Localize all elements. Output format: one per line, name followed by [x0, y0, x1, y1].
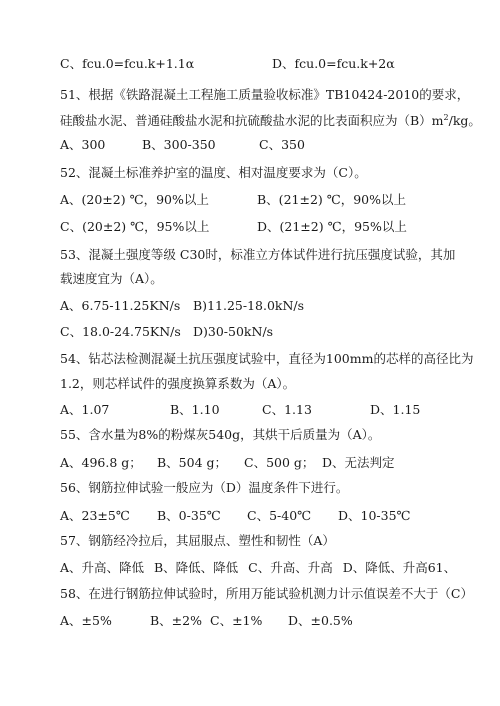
q56-option-d: D、10-35℃	[338, 508, 411, 523]
q53-option-d: D)30-50kN/s	[193, 324, 274, 339]
q54-option-b: B、1.10	[170, 402, 220, 417]
q58-option-b: B、±2%	[150, 613, 202, 628]
q51-option-c: C、350	[259, 137, 305, 152]
q57-options: A、升高、降低 B、降低、降低 C、升高、升高 D、降低、升高61、	[60, 560, 457, 575]
q54-line1: 54、钻芯法检测混凝土抗压强度试验中，直径为100mm的芯样的高径比为	[60, 351, 474, 366]
q55-option-d: D、无法判定	[322, 455, 395, 470]
q53-option-c: C、18.0-24.75KN/s	[60, 324, 181, 339]
q55-option-b: B、504 g；	[157, 455, 228, 470]
q53-option-b: B)11.25-18.0kN/s	[193, 298, 305, 313]
q51-option-a: A、300	[60, 137, 106, 152]
q53-option-a: A、6.75-11.25KN/s	[60, 298, 181, 313]
q50-option-d: D、fcu.0=fcu.k+2α	[272, 56, 395, 71]
q52-option-a: A、(20±2) ℃，90%以上	[60, 192, 209, 207]
q54-option-a: A、1.07	[60, 402, 110, 417]
q52-question: 52、混凝土标准养护室的温度、相对温度要求为（C）。	[60, 165, 367, 180]
q55-option-a: A、496.8 g；	[60, 455, 142, 470]
q58-option-a: A、±5%	[60, 613, 112, 628]
q51-line2-text: 硅酸盐水泥、普通硅酸盐水泥和抗硫酸盐水泥的比表面积应为（B）m	[60, 113, 444, 129]
q51-superscript: 2	[443, 113, 449, 122]
q55-question: 55、含水量为8%的粉煤灰540g，其烘干后质量为（A）。	[60, 427, 381, 442]
q53-line1: 53、混凝土强度等级 C30时，标准立方体试件进行抗压强度试验，其加	[60, 247, 456, 262]
q58-option-c: C、±1%	[210, 613, 263, 628]
q57-question: 57、钢筋经冷拉后，其屈服点、塑性和韧性（A）	[60, 533, 335, 548]
q54-option-d: D、1.15	[370, 402, 421, 417]
q58-question: 58、在进行钢筋拉伸试验时，所用万能试验机测力计示值误差不大于（C）	[60, 586, 473, 601]
q52-option-c: C、(20±2) ℃，95%以上	[60, 219, 210, 234]
q56-question: 56、钢筋拉伸试验一般应为（D）温度条件下进行。	[60, 480, 349, 495]
q50-option-c: C、fcu.0=fcu.k+1.1α	[60, 56, 195, 71]
q58-option-d: D、±0.5%	[288, 613, 353, 628]
q54-line2: 1.2，则芯样试件的强度换算系数为（A）。	[60, 376, 296, 391]
q51-line2	[60, 110, 480, 129]
q53-line2: 载速度宜为（A）。	[60, 271, 163, 286]
q51-line2-unit: /kg。	[448, 113, 481, 129]
q56-option-b: B、0-35℃	[157, 508, 221, 523]
q55-option-c: C、500 g；	[244, 455, 315, 470]
q51-option-b: B、300-350	[142, 137, 216, 152]
q52-option-b: B、(21±2) ℃，90%以上	[257, 192, 407, 207]
q52-option-d: D、(21±2) ℃，95%以上	[257, 219, 407, 234]
q56-option-a: A、23±5℃	[60, 508, 130, 523]
q51-line1: 51、根据《铁路混凝土工程施工质量验收标准》TB10424-2010的要求，	[60, 87, 470, 102]
q56-option-c: C、5-40℃	[247, 508, 312, 523]
q54-option-c: C、1.13	[262, 402, 312, 417]
